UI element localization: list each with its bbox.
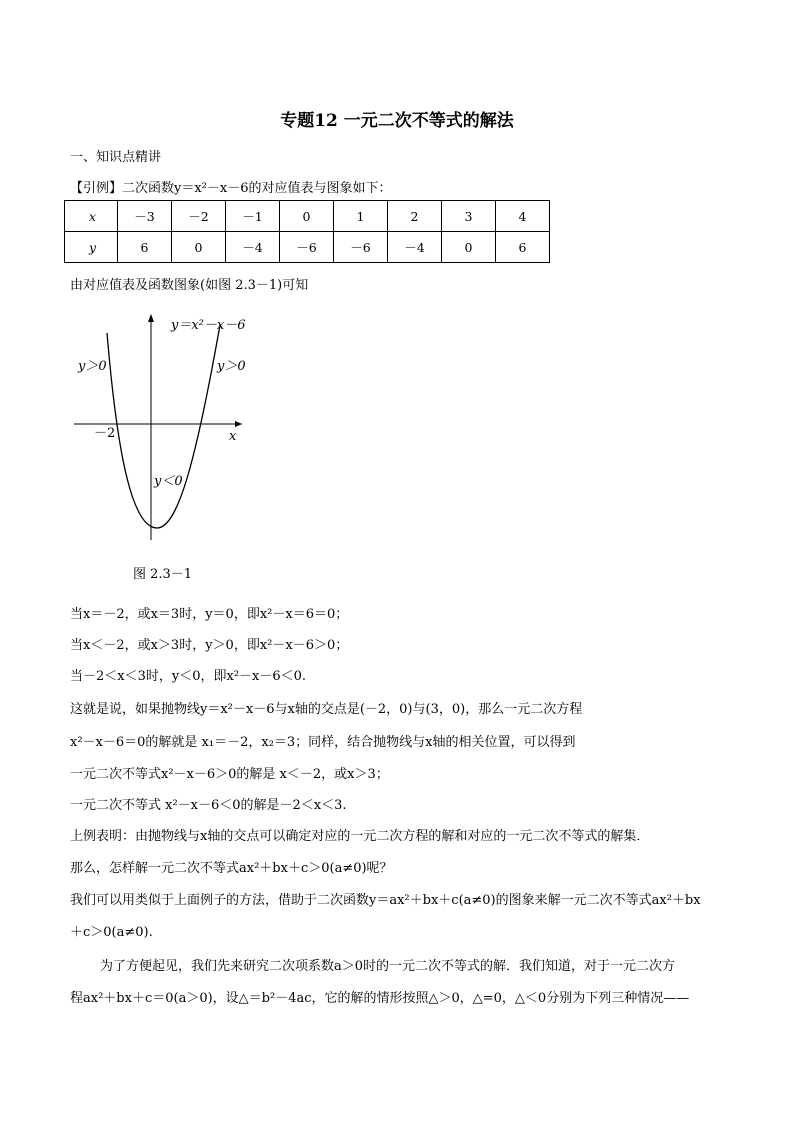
paragraph-line: 程ax²＋bx＋c＝0(a＞0)，设△＝b²－4ac，它的解的情形按照△＞0，△=0，△＜0分别为下列三种情况—— — [70, 991, 690, 1006]
table-cell: －1 — [226, 201, 280, 232]
paragraph-line: 为了方便起见，我们先来研究二次项系数a＞0时的一元二次不等式的解．我们知道，对于一元二次方 — [100, 959, 676, 974]
table-cell: －6 — [334, 232, 388, 263]
after-table-text: 由对应值表及函数图象(如图 2.3－1)可知 — [70, 278, 309, 293]
table-row — [65, 232, 550, 263]
parabola-curve — [107, 325, 220, 528]
y-axis-arrow-icon — [148, 314, 154, 322]
table-cell: 1 — [334, 201, 388, 232]
table-cell: －4 — [388, 232, 442, 263]
table-header-cell: y — [65, 232, 118, 263]
table-cell: －4 — [226, 232, 280, 263]
intro-text: 【引例】二次函数y＝x²－x－6的对应值表与图象如下： — [70, 181, 392, 196]
right-positive-label: y＞0 — [217, 359, 246, 374]
table-cell: －6 — [280, 232, 334, 263]
x-axis-arrow-icon — [235, 421, 242, 427]
function-label: y＝x²－x－6 — [171, 318, 246, 333]
body-line: 这就是说，如果抛物线y＝x²－x－6与x轴的交点是(－2，0)与(3，0)，那么一元二次方程 — [70, 702, 583, 717]
table-cell: 3 — [442, 201, 496, 232]
root-tick-label: －2 — [94, 426, 116, 441]
value-table — [64, 200, 550, 263]
table-cell: 4 — [496, 201, 550, 232]
body-line: 那么，怎样解一元二次不等式ax²＋bx＋c＞0(a≠0)呢？ — [70, 861, 393, 876]
body-line: ＋c＞0(a≠0). — [70, 925, 153, 940]
body-line: 一元二次不等式 x²－x－6＜0的解是－2＜x＜3. — [70, 798, 347, 813]
page-title: 专题12 一元二次不等式的解法 — [280, 111, 514, 131]
body-line: 上例表明：由抛物线与x轴的交点可以确定对应的一元二次方程的解和对应的一元二次不等式的解集． — [70, 829, 650, 844]
table-cell: －2 — [172, 201, 226, 232]
section-heading: 一、知识点精讲 — [70, 150, 162, 165]
body-line: 当x＜－2，或x＞3时，y＞0，即x²－x－6＞0； — [70, 638, 349, 653]
body-line: x²－x－6＝0的解就是 x₁＝－2，x₂＝3；同样，结合抛物线与x轴的相关位置，可以得到 — [70, 735, 576, 750]
negative-region-label: y＜0 — [154, 474, 183, 489]
body-line: 我们可以用类似于上面例子的方法，借助于二次函数y＝ax²＋bx＋c(a≠0)的图象来解一元二次不等式ax²＋bx — [70, 893, 701, 908]
figure-caption: 图 2.3－1 — [133, 567, 193, 582]
table-cell: 6 — [118, 232, 172, 263]
table-cell: 0 — [172, 232, 226, 263]
x-axis-label: x — [229, 429, 237, 444]
table-cell: －3 — [118, 201, 172, 232]
table-cell: 0 — [280, 201, 334, 232]
table-row — [65, 201, 550, 232]
body-line: 当x＝－2，或x＝3时，y＝0，即x²－x＝6＝0； — [70, 607, 349, 622]
parabola-graph — [60, 300, 270, 550]
table-cell: 2 — [388, 201, 442, 232]
body-line: 当－2＜x＜3时，y＜0，即x²－x－6＜0. — [70, 669, 307, 684]
table-cell: 0 — [442, 232, 496, 263]
table-cell: 6 — [496, 232, 550, 263]
left-positive-label: y＞0 — [78, 359, 107, 374]
body-line: 一元二次不等式x²－x－6＞0的解是 x＜－2，或x＞3； — [70, 767, 389, 782]
table-header-cell: x — [65, 201, 118, 232]
